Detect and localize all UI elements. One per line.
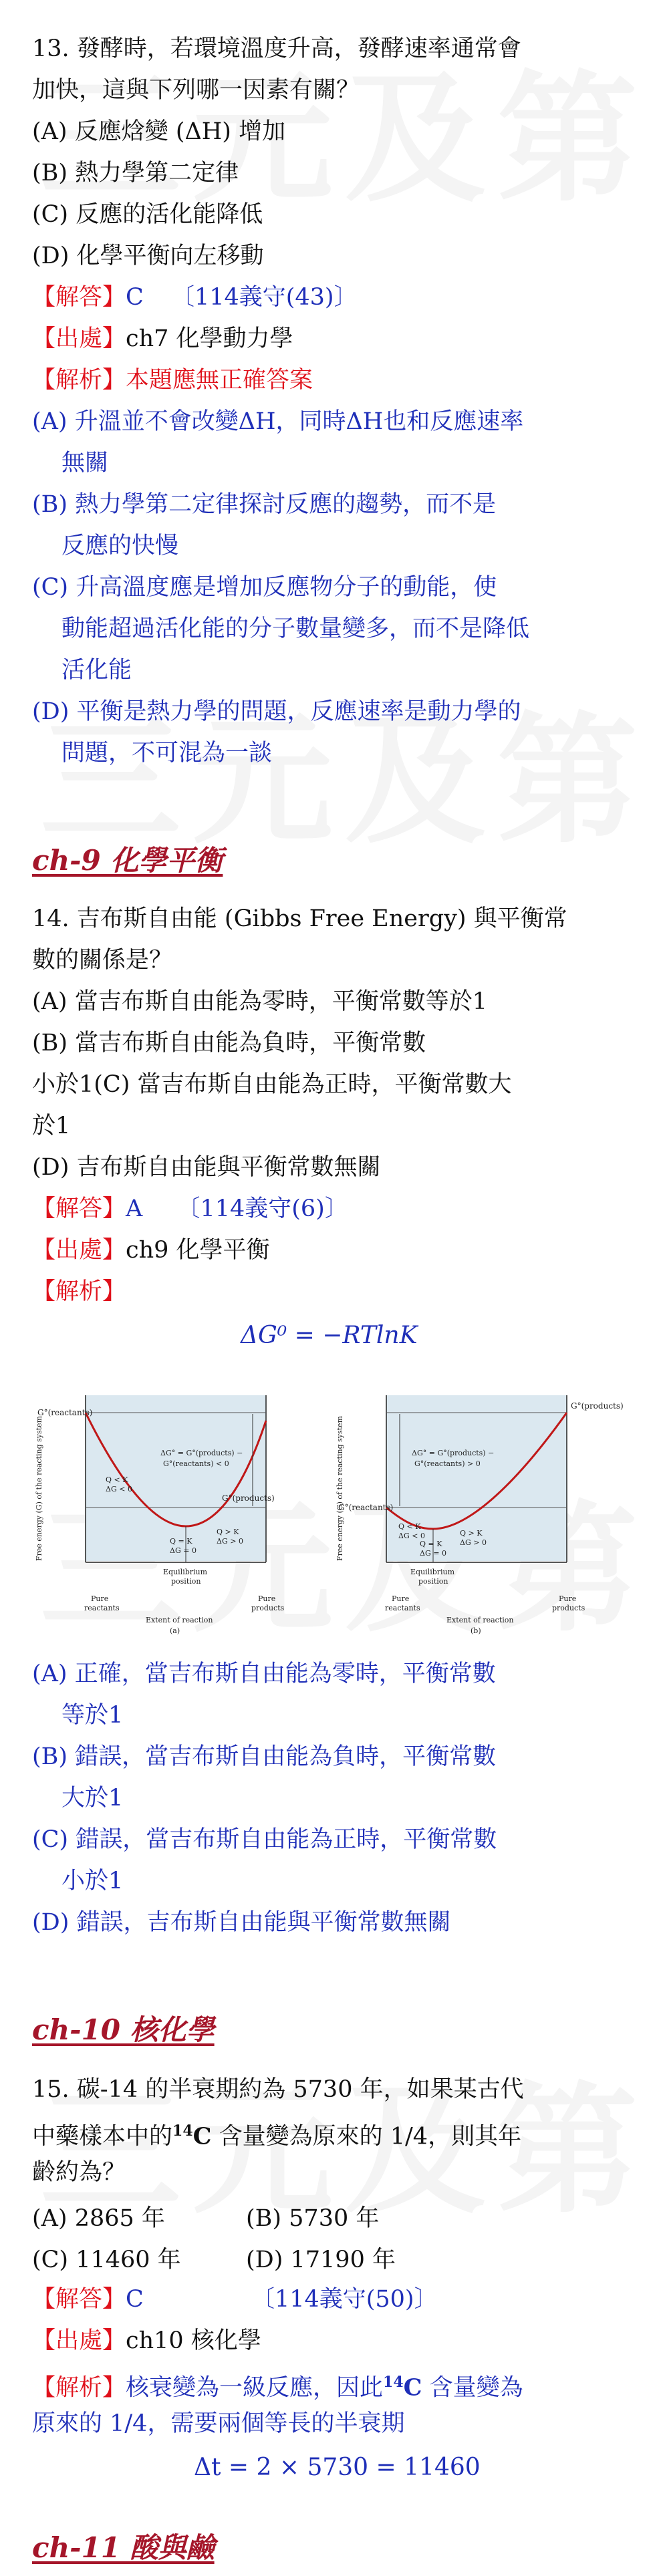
q14-option-a: (A) 當吉布斯自由能為零時，平衡常數等於1 <box>32 988 487 1015</box>
q15-option-d: (D) 17190 年 <box>246 2247 396 2273</box>
q-left-line1: Q < K <box>398 1522 421 1531</box>
q14-explanation-head <box>32 1275 126 1308</box>
answer-tag: 【解答】 <box>32 2286 126 2313</box>
y-axis-label: Free energy (G) of the reacting system <box>336 1415 344 1561</box>
source-tag: 【出處】 <box>32 1237 126 1264</box>
q13-source <box>32 322 293 355</box>
q14-stem-line1: 14. 吉布斯自由能 (Gibbs Free Energy) 與平衡常 <box>32 905 567 932</box>
q14-option-b-c: 小於1(C) 當吉布斯自由能為正時，平衡常數大 <box>32 1071 512 1098</box>
q15-expl-line2: 原來的 1/4，需要兩個等長的半衰期 <box>32 2410 405 2437</box>
q15-option-a: (A) 2865 年 <box>32 2205 165 2232</box>
delta-g-box-line2: G°(reactants) < 0 <box>163 1459 229 1468</box>
panel-a <box>35 1395 285 1635</box>
q13-option-c: (C) 反應的活化能降低 <box>32 201 263 228</box>
isotope-mass: 14 <box>383 2374 404 2391</box>
x-axis-label: Extent of reaction <box>446 1616 514 1624</box>
explanation-text: 核衰變為一級反應，因此 <box>126 2374 384 2402</box>
q14-expl-c-cont: 小於1 <box>61 1868 124 1894</box>
right-energy-label: G°(products) <box>571 1401 624 1411</box>
q14-expl-a-cont: 等於1 <box>61 1702 124 1729</box>
q13-stem-line1: 13. 發酵時，若環境溫度升高，發酵速率通常會 <box>32 35 521 62</box>
q-right-line2: ΔG > 0 <box>460 1538 487 1547</box>
chapter-heading-ch9: ch-9 化學平衡 <box>32 844 223 877</box>
q14-option-c-cont: 於1 <box>32 1113 71 1139</box>
answer-source: 〔114義守(50)〕 <box>251 2286 438 2313</box>
chapter-heading-ch11: ch-11 酸與鹼 <box>32 2531 215 2564</box>
answer-tag: 【解答】 <box>32 284 126 311</box>
q-mid-line1: Q = K <box>170 1537 192 1546</box>
pure-products-line2: products <box>251 1604 285 1612</box>
q14-expl-b: (B) 錯誤，當吉布斯自由能為負時，平衡常數 <box>32 1743 497 1770</box>
q-right-line1: Q > K <box>217 1528 239 1536</box>
q13-expl-d-cont: 問題，不可混為一談 <box>61 740 273 766</box>
delta-g-box-line2: G°(reactants) > 0 <box>414 1459 481 1468</box>
pure-reactants-line1: Pure <box>392 1594 410 1603</box>
q14-answer <box>32 1192 348 1226</box>
q-mid-line1: Q = K <box>420 1540 442 1548</box>
pure-products-line1: Pure <box>258 1594 276 1603</box>
q13-option-b: (B) 熱力學第二定律 <box>32 160 239 186</box>
right-energy-label: G°(products) <box>222 1493 275 1503</box>
explanation-note: 本題應無正確答案 <box>126 367 313 394</box>
source-value: ch10 核化學 <box>126 2327 261 2354</box>
q13-expl-b: (B) 熱力學第二定律探討反應的趨勢，而不是 <box>32 491 497 518</box>
q13-stem-line2: 加快，這與下列哪一因素有關？ <box>32 77 360 104</box>
equilibrium-line2: position <box>171 1577 201 1586</box>
q-left-line1: Q < K <box>106 1475 128 1484</box>
panel-tag: (b) <box>471 1626 481 1635</box>
source-tag: 【出處】 <box>32 325 126 352</box>
x-axis-label: Extent of reaction <box>146 1616 213 1624</box>
pure-reactants-line2: reactants <box>385 1604 420 1612</box>
equilibrium-line1: Equilibrium <box>410 1568 455 1576</box>
panel-b <box>336 1395 624 1635</box>
gibbs-free-energy-figure <box>32 1381 634 1648</box>
q15-formula: Δt = 2 × 5730 = 11460 <box>194 2454 481 2481</box>
q13-explanation-head <box>32 364 313 397</box>
isotope-symbol: C <box>403 2374 422 2402</box>
q14-expl-a: (A) 正確，當吉布斯自由能為零時，平衡常數 <box>32 1661 496 1687</box>
q14-stem-line2: 數的關係是？ <box>32 947 173 974</box>
q13-expl-a-cont: 無關 <box>61 450 109 476</box>
pure-products-line2: products <box>552 1604 585 1612</box>
q15-source <box>32 2324 261 2357</box>
q-left-line2: ΔG < 0 <box>398 1532 425 1540</box>
q13-option-a: (A) 反應焓變 (ΔH) 增加 <box>32 118 286 145</box>
pure-reactants-line1: Pure <box>91 1594 109 1603</box>
answer-value: C <box>126 284 144 311</box>
pure-reactants-line2: reactants <box>84 1604 120 1612</box>
q14-option-b: (B) 當吉布斯自由能為負時，平衡常數 <box>32 1030 426 1056</box>
q13-expl-a: (A) 升溫並不會改變ΔH，同時ΔH也和反應速率 <box>32 408 524 435</box>
y-axis-label: Free energy (G) of the reacting system <box>35 1415 43 1561</box>
explanation-tag: 【解析】 <box>32 367 126 394</box>
pure-products-line1: Pure <box>559 1594 577 1603</box>
q13-expl-d: (D) 平衡是熱力學的問題，反應速率是動力學的 <box>32 698 521 725</box>
q14-option-d: (D) 吉布斯自由能與平衡常數無關 <box>32 1154 381 1181</box>
q14-expl-c: (C) 錯誤，當吉布斯自由能為正時，平衡常數 <box>32 1826 497 1853</box>
q15-answer <box>32 2283 438 2316</box>
explanation-tag: 【解析】 <box>32 2374 126 2402</box>
stem-text: 含量變為原來的 1/4，則其年 <box>211 2123 522 2150</box>
answer-value: C <box>126 2286 144 2313</box>
q-right-line1: Q > K <box>460 1529 483 1538</box>
delta-g-box-line1: ΔG° = G°(products) − <box>412 1449 495 1457</box>
q15-stem-line1: 15. 碳-14 的半衰期約為 5730 年，如果某古代 <box>32 2076 524 2103</box>
q15-option-b: (B) 5730 年 <box>246 2205 380 2232</box>
q14-source <box>32 1234 270 1267</box>
isotope-mass: 14 <box>172 2122 193 2140</box>
q13-expl-c-cont2: 活化能 <box>61 657 132 684</box>
answer-source: 〔114義守(6)〕 <box>176 1195 348 1222</box>
q13-answer <box>32 281 358 314</box>
source-tag: 【出處】 <box>32 2327 126 2354</box>
explanation-tag: 【解析】 <box>32 1278 126 1305</box>
q13-option-d: (D) 化學平衡向左移動 <box>32 243 264 269</box>
source-value: ch7 化學動力學 <box>126 325 293 352</box>
left-energy-label: G°(reactants) <box>338 1503 394 1512</box>
left-energy-label: G°(reactants) <box>37 1408 93 1417</box>
explanation-text: 含量變為 <box>422 2374 523 2402</box>
equilibrium-line1: Equilibrium <box>163 1568 208 1576</box>
q15-option-c: (C) 11460 年 <box>32 2247 181 2273</box>
panel-tag: (a) <box>170 1626 180 1635</box>
q13-expl-c-cont1: 動能超過活化能的分子數量變多，而不是降低 <box>61 615 530 642</box>
q14-expl-b-cont: 大於1 <box>61 1785 124 1812</box>
q15-stem-line2 <box>32 2114 521 2154</box>
q13-expl-b-cont: 反應的快慢 <box>61 533 179 559</box>
q13-expl-c: (C) 升高溫度應是增加反應物分子的動能，使 <box>32 574 497 601</box>
answer-value: A <box>126 1195 143 1222</box>
q15-stem-line3: 齡約為？ <box>32 2159 126 2186</box>
stem-text: 中藥樣本中的 <box>32 2123 173 2150</box>
delta-g-box-line1: ΔG° = G°(products) − <box>160 1449 243 1457</box>
source-value: ch9 化學平衡 <box>126 1237 270 1264</box>
chapter-heading-ch10: ch-10 核化學 <box>32 2013 215 2046</box>
q-left-line2: ΔG < 0 <box>106 1485 132 1493</box>
q14-formula: ΔG⁰ = −RTlnK <box>241 1322 418 1349</box>
answer-source: 〔114義守(43)〕 <box>170 284 358 311</box>
q-right-line2: ΔG > 0 <box>217 1537 243 1546</box>
q14-expl-d: (D) 錯誤，吉布斯自由能與平衡常數無關 <box>32 1909 451 1936</box>
q-mid-line2: ΔG = 0 <box>420 1549 446 1558</box>
q-mid-line2: ΔG = 0 <box>170 1546 196 1555</box>
q15-explanation <box>32 2366 523 2405</box>
equilibrium-line2: position <box>418 1577 448 1586</box>
answer-tag: 【解答】 <box>32 1195 126 1222</box>
isotope-symbol: C <box>192 2122 212 2150</box>
